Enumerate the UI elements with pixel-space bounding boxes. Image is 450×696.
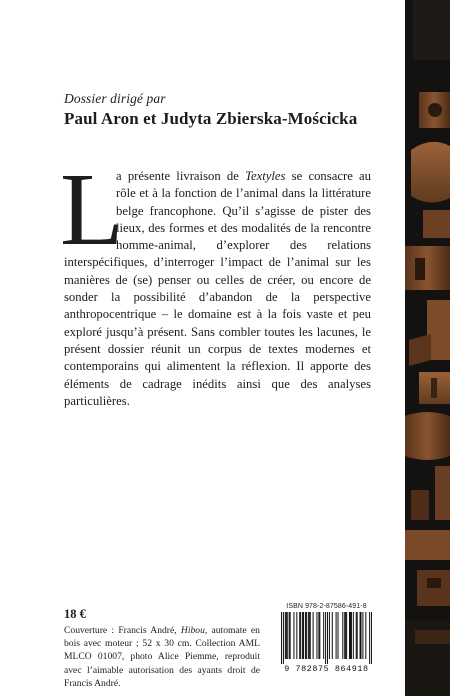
barcode-bar (293, 612, 294, 659)
barcode-bar (300, 612, 301, 659)
editors-names: Paul Aron et Judyta Zbierska-Mościcka (64, 109, 358, 128)
barcode-bar (299, 612, 300, 659)
sculpture-photo (405, 0, 450, 696)
editors-kicker: Dossier dirigé par (64, 91, 166, 106)
barcode-bar (308, 612, 309, 659)
barcode-bar (336, 612, 337, 659)
barcode-bar (283, 612, 284, 664)
barcode-bar (356, 612, 357, 659)
barcode-bar (286, 612, 287, 659)
barcode-bar (353, 612, 354, 659)
barcode-bar (281, 612, 282, 664)
wooden-sculpture-photo-icon (405, 0, 450, 696)
barcode-bar (361, 612, 362, 659)
barcode-bar (342, 612, 343, 659)
barcode-bar (313, 612, 314, 659)
barcode-bar (310, 612, 311, 659)
barcode-bar (305, 612, 306, 659)
price: 18 € (64, 607, 86, 621)
barcode-bar (306, 612, 307, 659)
barcode-bar (344, 612, 345, 659)
barcode-bar (357, 612, 358, 659)
barcode-digits: 9 782875 864918 (284, 664, 369, 674)
credits-text-1: Couverture : Francis André, (64, 625, 181, 636)
barcode-bar (329, 612, 330, 659)
barcode-bar (345, 612, 346, 659)
barcode-bar (323, 612, 324, 659)
artwork-title: Hibou (180, 625, 205, 636)
barcode-bar (371, 612, 372, 664)
barcode-bar (360, 612, 361, 659)
barcode-bar (346, 612, 347, 659)
barcode-bar (287, 612, 288, 659)
barcode-bar (325, 612, 326, 664)
barcode-bar (327, 612, 328, 664)
cover-credits (64, 624, 260, 690)
credits-text-2: , automate en bois avec moteur ; 52 x 30 cm. Collection AML MLCO 01007, photo Alice Piemme, reproduit avec l’aimable autorisation des ayants droit de Francis André. (64, 625, 260, 689)
barcode-bar (302, 612, 303, 659)
barcode-bar (285, 612, 286, 659)
drop-cap: L (60, 152, 124, 267)
barcode-bar (316, 612, 317, 659)
barcode-bar (362, 612, 363, 659)
barcode-bar (351, 612, 352, 659)
barcode-bar (350, 612, 351, 659)
barcode-bar (332, 612, 333, 659)
barcode-bar (303, 612, 304, 659)
journal-title: Textyles (245, 169, 286, 183)
isbn-block (281, 603, 372, 674)
barcode-bar (369, 612, 370, 664)
barcode-bar (319, 612, 320, 659)
barcode-bar (309, 612, 310, 659)
summary-paragraph (64, 168, 371, 410)
barcode-bar (365, 612, 366, 659)
summary-text-2: se consacre au rôle et à la fonction de l’animal dans la littérature belge francophone. Qu’il s’agisse de pister des lieux, des formes et des modalités de la rencontre homme-animal, d’explorer des relations interspécifiques, d’interroger l’impact de l’animal sur les manières de (se) penser ou celles de créer, ou encore de sonder la possibilité d’abandon de la perspective anthropocentrique – le domaine est à la fois vaste et peu exploré jusqu’à présent. Sans combler toutes les lacunes, le présent dossier réunit un corpus de textes modernes et contemporains qui alimentent la réflexion. Il apporte des éléments de cadrage inédits ainsi que des analyses particulières. (64, 169, 371, 408)
summary-text-1: a présente livraison de (116, 169, 246, 183)
barcode-bar (338, 612, 339, 659)
barcode-bar (318, 612, 319, 659)
barcode-bar (296, 612, 297, 659)
barcode-bars (281, 612, 372, 664)
barcode-bar (290, 612, 291, 659)
barcode-bar (289, 612, 290, 659)
barcode-icon (281, 612, 372, 664)
isbn-number: ISBN 978-2-87586-491-8 (286, 603, 367, 610)
barcode-bar (349, 612, 350, 659)
